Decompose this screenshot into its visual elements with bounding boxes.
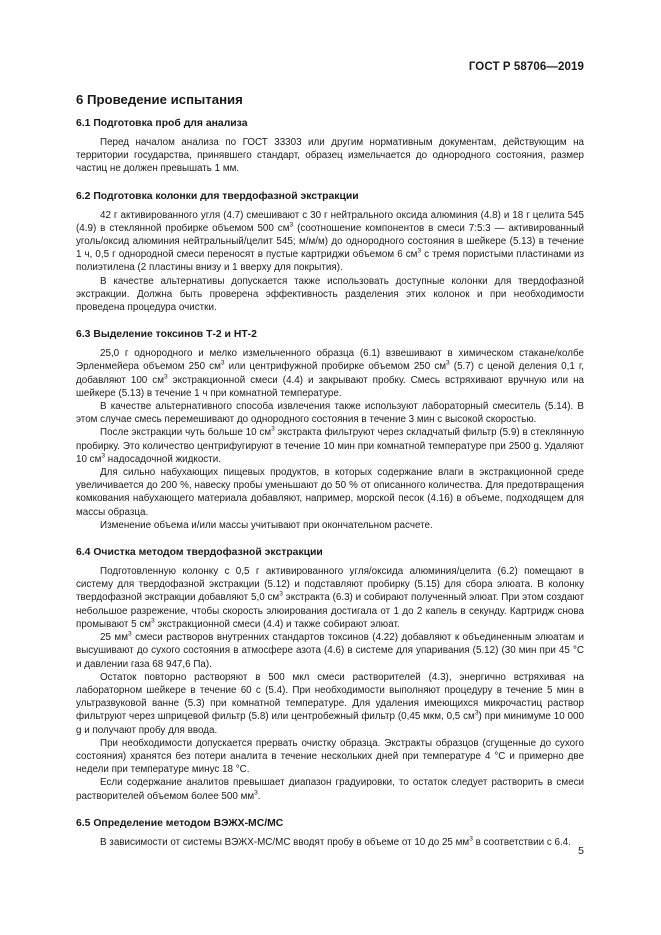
superscript: 3 — [254, 789, 258, 797]
superscript: 3 — [127, 630, 132, 638]
superscript: 3 — [469, 835, 473, 843]
paragraph: В качестве альтернативы допускается также использовать доступные колонки для твердофазной экстракции. Должна быть проверена эффективность разделения этих колонок и при необходимости проведена процедура очистки. — [76, 275, 584, 314]
paragraph: При необходимости допускается прервать очистку образца. Экстракты образцов (сгущенные до сухого состояния) хранятся без потери аналита в течение нескольких дней при температуре 4 °С и примерно две недели при температуре минус 18 °С. — [76, 737, 584, 776]
standard-number: ГОСТ Р 58706—2019 — [468, 61, 584, 73]
chapter-title: 6 Проведение испытания — [76, 92, 243, 107]
paragraph: В качестве альтернативного способа извлечения также используют лабораторный смеситель (5.14). В этом случае смесь перемешивают до однородного состояния в течение 3 мин с высокой скоростью. — [76, 401, 584, 426]
superscript: 3 — [417, 247, 422, 255]
paragraph: Изменение объема и/или массы учитывают при окончательном расчете. — [100, 519, 433, 531]
superscript: 3 — [101, 452, 106, 460]
paragraph: Если содержание аналитов превышает диапазон градуировки, то остаток следует растворить в смеси растворителей объемом более 500 $мм^3$. — [76, 777, 584, 802]
section-heading: 6.1 Подготовка проб для анализа — [76, 118, 248, 129]
superscript: 3 — [446, 360, 450, 368]
page-number: 5 — [578, 845, 584, 857]
section-heading: 6.3 Выделение токсинов Т-2 и НТ-2 — [76, 329, 257, 341]
paragraph: Остаток повторно растворяют в 500 мкл смеси растворителей (4.3), энергично встряхивая на лабораторном шейкере в течение 60 с (5.4). При необходимости выполняют процедуру в течение 5 мин в ультразвуковой ванне (5.3) при комнатной температуре. Для удаления имеющихся микрочастиц раствор фильтруют через шприцевой фильтр (5.8) или центробежный фильтр (0,45 мкм, 0,5 $см^3$) при минимуме 10 000 g и получают пробу для ввода. — [76, 671, 584, 736]
section-heading: 6.2 Подготовка колонки для твердофазной экстракции — [76, 190, 359, 202]
paragraph: Перед началом анализа по ГОСТ 33303 или другим нормативным документам, действующим на территории государства, принявшего стандарт, образец измельчается до однородного состояния, размер частиц не должен превышать 1 мм. — [76, 137, 584, 175]
superscript: 3 — [474, 710, 479, 718]
superscript: 3 — [163, 373, 168, 381]
section-heading: 6.5 Определение методом ВЭЖХ-МС/МС — [76, 817, 284, 829]
superscript: 3 — [220, 360, 225, 368]
superscript: 3 — [289, 221, 294, 229]
paragraph: Подготовленную колонку с 0,5 г активированного угля/оксида алюминия/целита (6.2) помещают в систему для твердофазной экстракции (5.12) и подставляют пробирку (5.15) для сбора элюата. В колонку твердофазной экстракции добавляют 5,0 $см^3$ экстракта (6.3) и собирают полученный элюат. При этом создают небольшое разрежение, чтобы скорость элюирования достигала от 1 до 2 капель в секунду. Картридж снова промывают 5 $см^3$ экстракционной смеси (4.4) и также собирают элюат. — [76, 566, 584, 630]
paragraph: В зависимости от системы ВЭЖХ-МС/МС вводят пробу в объеме от 10 до 25 $мм^3$ в соответствии с 6.4. — [100, 835, 571, 848]
section-heading: 6.4 Очистка методом твердофазной экстракции — [76, 547, 323, 559]
paragraph: 25,0 г однородного и мелко измельченного образца (6.1) взвешивают в химическом стакане/колбе Эрленмейера объемом 250 $см^3$ или центрифужной пробирке объемом 250 $см^3$ (5.7) с ценой деления 0,1 г, добавляют 100 $см^3$ экстракционной смеси (4.4) и закрывают пробку. Смесь встряхивают вручную или на шейкере (5.13) в течение 1 ч при комнатной температуре. — [76, 348, 585, 399]
paragraph: 42 г активированного угля (4.7) смешивают с 30 г нейтрального оксида алюминия (4.8) и 18 г целита 545 (4.9) в стеклянной пробирке объемом 500 $см^3$ (соотношение компонентов в смеси 7:5:3 — активированный уголь/оксид алюминия нейтральный/целит 545; м/м/м) до однородного состояния в шейкере (5.13) в течение 1 ч, 0,5 г однородной смеси переносят в пустые картриджи объемом 6 $см^3$ с тремя пористыми пластинами из полиэтилена (2 пластины внизу и 1 вверху для покрытия). — [76, 209, 584, 274]
superscript: 3 — [271, 426, 275, 434]
paragraph: После экстракции чуть больше 10 $см^3$ экстракта фильтруют через складчатый фильтр (5.9) в стеклянную пробирку. Это количество центрифугируют в течение 10 мин при комнатной температуре при 2500 g. Удаляют 10 $см^3$ надосадочной жидкости. — [76, 426, 584, 465]
superscript: 3 — [151, 617, 155, 625]
paragraph: Для сильно набухающих пищевых продуктов, в которых содержание влаги в экстракционной среде увеличивается до 200 %, навеску пробы уменьшают до 50 % от описанного количества. Для предотвращения комкования набухающего материала добавляют, например, морской песок (4.16) в объеме, подходящем для массы образца. — [76, 467, 584, 518]
sections-container — [76, 117, 584, 849]
paragraph: 25 $мм^3$ смеси растворов внутренних стандартов токсинов (4.22) добавляют к объединенным элюатам и высушивают до сухого состояния в атмосфере азота (4.6) в системе для упаривания (5.12) (30 мин при 45 °С и давлении газа 68 947,6 Па). — [76, 630, 584, 670]
superscript: 3 — [279, 591, 283, 599]
page-content — [76, 92, 584, 849]
